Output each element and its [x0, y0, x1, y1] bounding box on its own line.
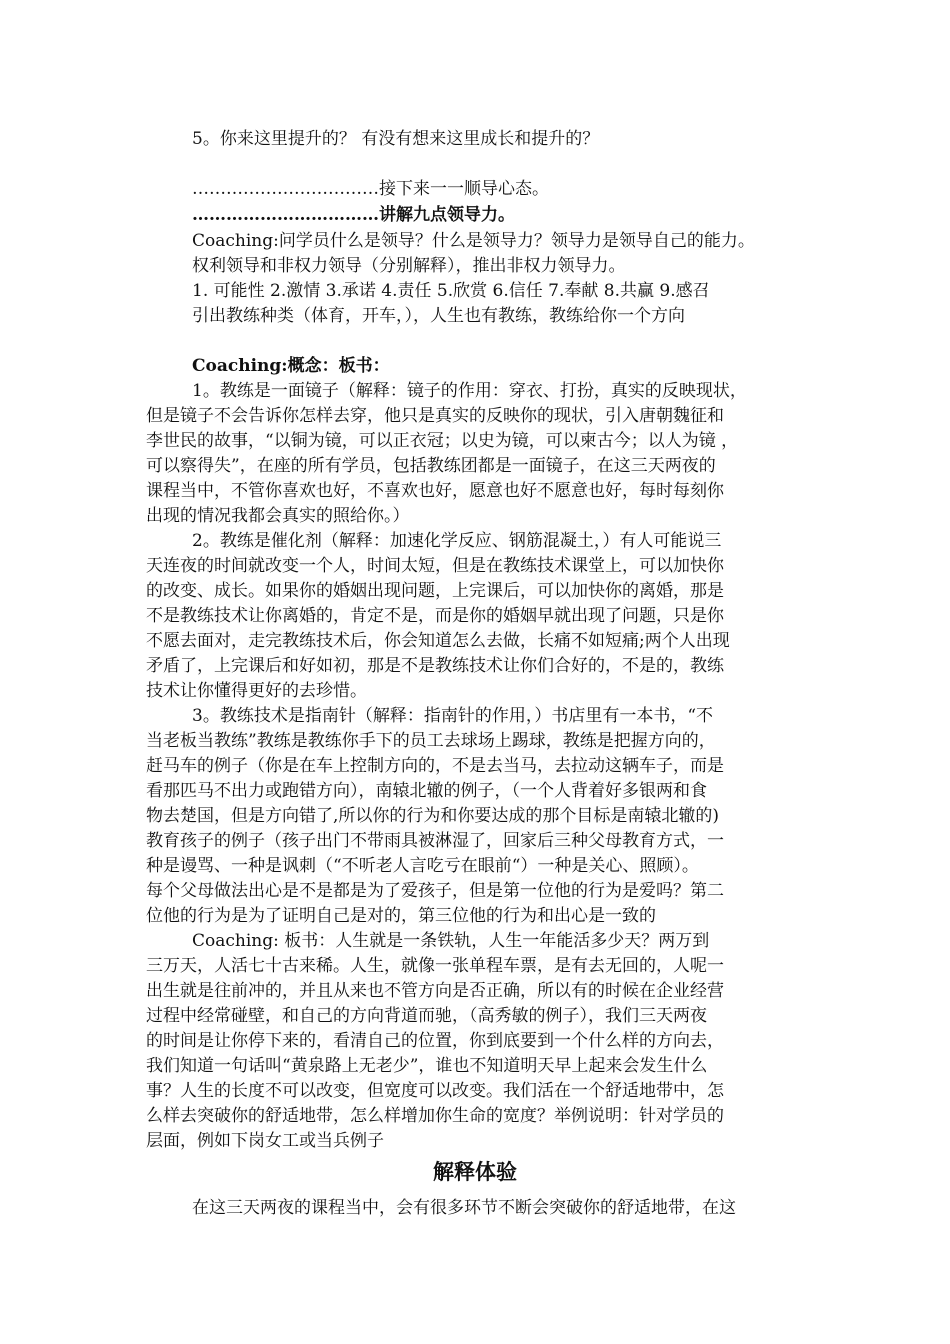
para3-line: 当老板当教练”教练是教练你手下的员工去球场上踢球，教练是把握方向的， [146, 731, 716, 751]
question-5: 5。你来这里提升的？ 有没有想来这里成长和提升的？ [192, 129, 600, 149]
para4-line: 三万天，人活七十古来稀。人生，就像一张单程车票，是有去无回的，人呢一 [146, 956, 724, 976]
para4-line: 的时间是让你停下来的，看清自己的位置，你到底要到一个什么样的方向去， [146, 1031, 724, 1051]
guide-mindset-line: ……………………………接下来一一顺导心态。 [192, 179, 549, 199]
para1-line: 但是镜子不会告诉你怎样去穿，他只是真实的反映你的现状，引入唐朝魏征和 [146, 406, 724, 426]
para3-line: 赶马车的例子（你是在车上控制方向的，不是去当马，去拉动这辆车子，而是 [146, 756, 724, 776]
para4-line: 么样去突破你的舒适地带，怎么样增加你生命的宽度？举例说明：针对学员的 [146, 1106, 724, 1126]
last-line: 在这三天两夜的课程当中，会有很多环节不断会突破你的舒适地带，在这 [192, 1198, 736, 1218]
para4-line: 出生就是往前冲的，并且从来也不管方向是否正确，所以有的时候在企业经营 [146, 981, 724, 1001]
nine-points-line: ……………………………讲解九点领导力。 [192, 205, 515, 225]
coaching-line: 引出教练种类（体育，开车，），人生也有教练，教练给你一个方向 [192, 306, 685, 326]
para1-line: 出现的情况我都会真实的照给你。） [146, 506, 410, 526]
coaching-line: 1. 可能性 2.激情 3.承诺 4.责任 5.欣赏 6.信任 7.奉献 8.共赢 9.感召 [192, 281, 710, 301]
para2-line: 矛盾了，上完课后和好如初，那是不是教练技术让你们合好的，不是的，教练 [146, 656, 724, 676]
coaching-line: 权利领导和非权力领导（分别解释），推出非权力领导力。 [192, 256, 626, 276]
para4-line: 事？人生的长度不可以改变，但宽度可以改变。我们活在一个舒适地带中，怎 [146, 1081, 724, 1101]
para4-line: 层面，例如下岗女工或当兵例子 [146, 1131, 384, 1151]
para3-line: 种是谩骂、一种是讽刺（“不听老人言吃亏在眼前“）一种是关心、照顾）。 [146, 856, 699, 876]
para3-line: 位他的行为是为了证明自己是对的，第三位他的行为和出心是一致的 [146, 906, 656, 926]
para1-line: 李世民的故事，“以铜为镜，可以正衣冠；以史为镜，可以柬古今；以人为镜 ， [146, 431, 739, 451]
para4-line: 过程中经常碰壁，和自己的方向背道而驰，（高秀敏的例子），我们三天两夜 [146, 1006, 707, 1026]
para1-line: 可以察得失”，在座的所有学员，包括教练团都是一面镜子，在这三天两夜的 [146, 456, 716, 476]
para4-line: Coaching: 板书：人生就是一条铁轨，人生一年能活多少天？两万到 [192, 931, 710, 951]
para1-line: 课程当中，不管你喜欢也好，不喜欢也好，愿意也好不愿意也好，每时每刻你 [146, 481, 724, 501]
para2-line: 2。教练是催化剂（解释：加速化学反应、钢筋混凝土，）有人可能说三 [192, 531, 722, 551]
para3-line: 教育孩子的例子（孩子出门不带雨具被淋湿了，回家后三种父母教育方式，一 [146, 831, 724, 851]
para3-line: 每个父母做法出心是不是都是为了爱孩子，但是第一位他的行为是爱吗？第二 [146, 881, 724, 901]
section-heading: 解释体验 [433, 1159, 517, 1184]
coaching-line: Coaching:问学员什么是领导？什么是领导力？领导力是领导自己的能力。 [192, 231, 755, 251]
para2-line: 不是教练技术让你离婚的，肯定不是，而是你的婚姻早就出现了问题，只是你 [146, 606, 724, 626]
para1-line: 1。教练是一面镜子（解释：镜子的作用：穿衣、打扮，真实的反映现状， [192, 381, 747, 401]
para2-line: 不愿去面对，走完教练技术后，你会知道怎么去做，长痛不如短痛;两个人出现 [146, 631, 730, 651]
concept-title: Coaching:概念：板书： [192, 356, 390, 376]
para4-line: 我们知道一句话叫“黄泉路上无老少”，谁也不知道明天早上起来会发生什么 [146, 1056, 708, 1076]
para2-line: 技术让你懂得更好的去珍惜。 [146, 681, 367, 701]
para2-line: 的改变、成长。如果你的婚姻出现问题，上完课后，可以加快你的离婚，那是 [146, 581, 724, 601]
para2-line: 天连夜的时间就改变一个人，时间太短，但是在教练技术课堂上，可以加快你 [146, 556, 724, 576]
para3-line: 3。教练技术是指南针（解释：指南针的作用，）书店里有一本书，“不 [192, 706, 714, 726]
para3-line: 看那匹马不出力或跑错方向），南辕北辙的例子，（一个人背着好多银两和食 [146, 781, 707, 801]
para3-line: 物去楚国，但是方向错了,所以你的行为和你要达成的那个目标是南辕北辙的) [146, 806, 720, 826]
